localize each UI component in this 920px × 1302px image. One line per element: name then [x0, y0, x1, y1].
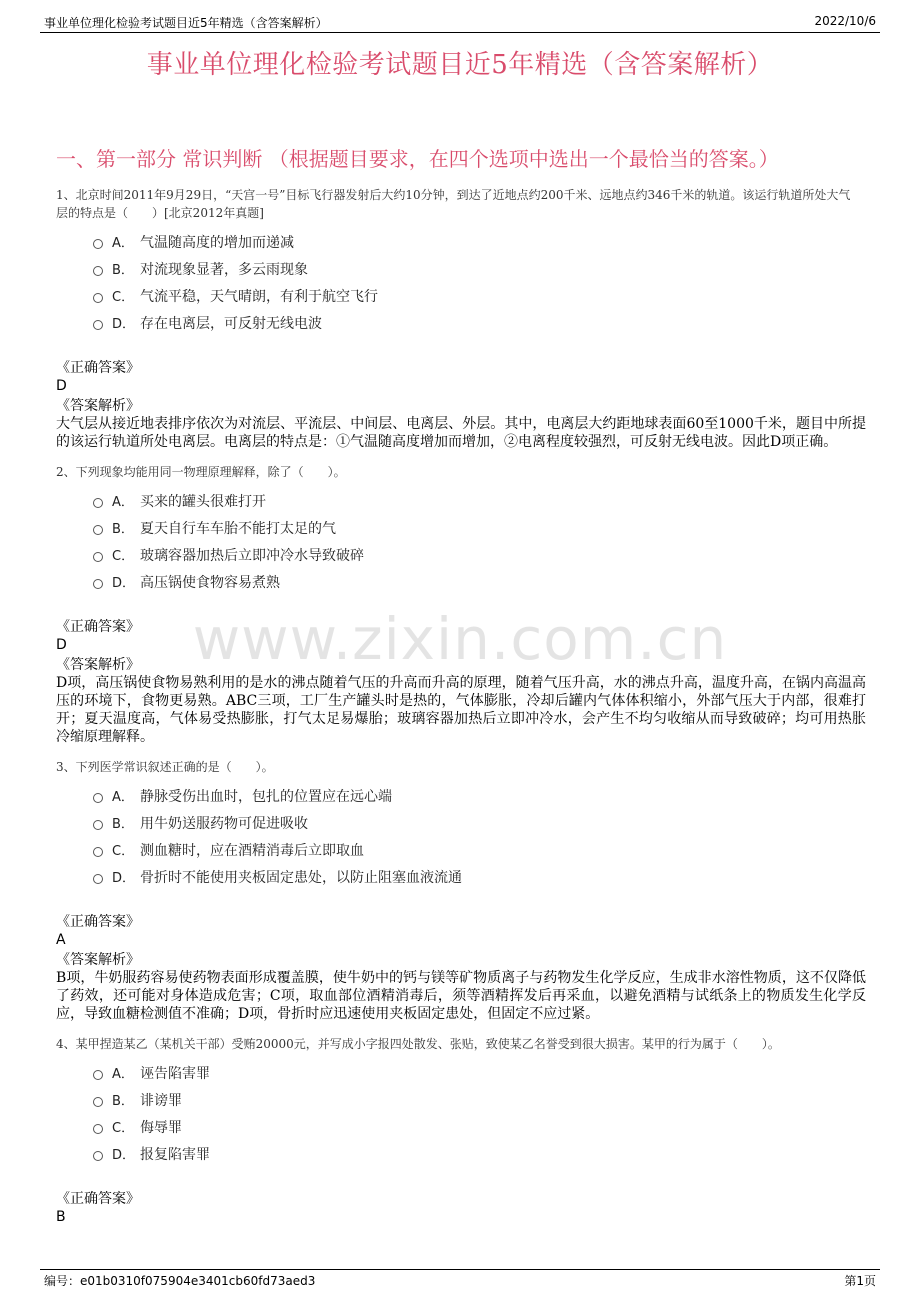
option-text: 对流现象显著，多云雨现象: [140, 261, 308, 278]
option-letter: B．: [112, 522, 134, 537]
option-letter: B．: [112, 1094, 134, 1109]
radio-icon[interactable]: [93, 1151, 103, 1161]
radio-icon[interactable]: [93, 552, 103, 562]
option-text: 静脉受伤出血时，包扎的位置应在远心端: [140, 788, 392, 805]
radio-icon[interactable]: [93, 820, 103, 830]
radio-icon[interactable]: [93, 320, 103, 330]
option-list: [93, 1059, 868, 1167]
radio-icon[interactable]: [93, 847, 103, 857]
radio-icon[interactable]: [93, 579, 103, 589]
option-text: 诽谤罪: [140, 1092, 182, 1109]
page-number: 第1页: [844, 1274, 876, 1288]
option-b[interactable]: [93, 514, 868, 541]
correct-answer-value: B: [56, 1209, 66, 1225]
page-header: [40, 12, 880, 33]
correct-answer-value: D: [56, 637, 67, 653]
correct-answer-value: A: [56, 932, 66, 948]
option-b[interactable]: [93, 1086, 868, 1113]
option-letter: D．: [112, 871, 136, 886]
option-letter: C．: [112, 1121, 135, 1136]
option-letter: A．: [112, 790, 134, 805]
option-letter: A．: [112, 236, 134, 251]
option-letter: D．: [112, 317, 136, 332]
question-stem: 1、北京时间2011年9月29日，“天宫一号”目标飞行器发射后大约10分钟，到达了近地点约200千米、远地点约346千米的轨道。该运行轨道所处大气层的特点是（ ）[北京2012年真题]: [56, 188, 851, 220]
option-text: 气温随高度的增加而递减: [140, 234, 294, 251]
radio-icon[interactable]: [93, 1124, 103, 1134]
radio-icon[interactable]: [93, 239, 103, 249]
radio-icon[interactable]: [93, 293, 103, 303]
option-letter: C．: [112, 549, 135, 564]
question-4: [56, 1035, 868, 1226]
option-c[interactable]: [93, 1113, 868, 1140]
option-list: [93, 228, 868, 336]
analysis-label: 《答案解析》: [56, 398, 140, 414]
analysis-label: 《答案解析》: [56, 657, 140, 673]
option-letter: A．: [112, 1067, 134, 1082]
question-list: [56, 186, 868, 1226]
option-letter: D．: [112, 576, 136, 591]
question-stem: 2、下列现象均能用同一物理原理解释，除了（ ）。: [56, 465, 346, 479]
radio-icon[interactable]: [93, 874, 103, 884]
radio-icon[interactable]: [93, 793, 103, 803]
option-letter: C．: [112, 290, 135, 305]
option-c[interactable]: [93, 836, 868, 863]
document-id: 编号：e01b0310f075904e3401cb60fd73aed3: [44, 1274, 316, 1288]
option-text: 诬告陷害罪: [140, 1065, 210, 1082]
option-d[interactable]: [93, 568, 868, 595]
option-text: 夏天自行车车胎不能打太足的气: [140, 520, 336, 537]
option-letter: B．: [112, 817, 134, 832]
option-c[interactable]: [93, 282, 868, 309]
option-text: 报复陷害罪: [140, 1146, 210, 1163]
option-d[interactable]: [93, 1140, 868, 1167]
option-text: 玻璃容器加热后立即冲冷水导致破碎: [140, 547, 364, 564]
option-c[interactable]: [93, 541, 868, 568]
option-text: 骨折时不能使用夹板固定患处，以防止阻塞血液流通: [140, 869, 462, 886]
correct-answer-value: D: [56, 378, 67, 394]
correct-answer-label: 《正确答案》: [56, 360, 140, 376]
option-letter: B．: [112, 263, 134, 278]
radio-icon[interactable]: [93, 525, 103, 535]
header-date: 2022/10/6: [814, 14, 876, 28]
analysis-text: D项，高压锅使食物易熟利用的是水的沸点随着气压的升高而升高的原理，随着气压升高，水的沸点升高，温度升高，在锅内高温高压的环境下，食物更易熟。ABC三项，工厂生产罐头时是热的，气体膨胀，冷却后罐内气体体积缩小，外部气压大于内部，很难打开；夏天温度高，气体易受热膨胀，打气太足易爆胎；玻璃容器加热后立即冲冷水，会产生不均匀收缩从而导致破碎；均可用热胀冷缩原理解释。: [56, 675, 866, 745]
question-2: [56, 463, 868, 746]
option-text: 用牛奶送服药物可促进吸收: [140, 815, 308, 832]
correct-answer-label: 《正确答案》: [56, 914, 140, 930]
analysis-text: 大气层从接近地表排序依次为对流层、平流层、中间层、电离层、外层。其中，电离层大约距地球表面60至1000千米，题目中所提的该运行轨道所处电离层。电离层的特点是：①气温随高度增加而增加，②电离程度较强烈，可反射无线电波。因此D项正确。: [56, 416, 866, 450]
radio-icon[interactable]: [93, 498, 103, 508]
radio-icon[interactable]: [93, 266, 103, 276]
correct-answer-label: 《正确答案》: [56, 619, 140, 635]
option-a[interactable]: [93, 487, 868, 514]
correct-answer-label: 《正确答案》: [56, 1191, 140, 1207]
analysis-label: 《答案解析》: [56, 952, 140, 968]
option-letter: C．: [112, 844, 135, 859]
option-d[interactable]: [93, 309, 868, 336]
option-list: [93, 487, 868, 595]
question-1: [56, 186, 868, 451]
question-3: [56, 758, 868, 1023]
radio-icon[interactable]: [93, 1070, 103, 1080]
section-title: 一、第一部分 常识判断 （根据题目要求，在四个选项中选出一个最恰当的答案。）: [56, 147, 779, 171]
option-text: 测血糖时，应在酒精消毒后立即取血: [140, 842, 364, 859]
option-text: 气流平稳，天气晴朗，有利于航空飞行: [140, 288, 378, 305]
option-b[interactable]: [93, 809, 868, 836]
option-a[interactable]: [93, 1059, 868, 1086]
option-letter: D．: [112, 1148, 136, 1163]
option-text: 买来的罐头很难打开: [140, 493, 266, 510]
question-stem: 4、某甲捏造某乙（某机关干部）受贿20000元，并写成小字报四处散发、张贴，致使某乙名誉受到很大损害。某甲的行为属于（ ）。: [56, 1037, 780, 1051]
watermark: www.zixin.com.cn: [192, 605, 728, 673]
option-a[interactable]: [93, 782, 868, 809]
option-b[interactable]: [93, 255, 868, 282]
option-text: 存在电离层，可反射无线电波: [140, 315, 322, 332]
option-d[interactable]: [93, 863, 868, 890]
option-text: 高压锅使食物容易煮熟: [140, 574, 280, 591]
document-title: 事业单位理化检验考试题目近5年精选（含答案解析）: [146, 50, 774, 80]
analysis-text: B项，牛奶服药容易使药物表面形成覆盖膜，使牛奶中的钙与镁等矿物质离子与药物发生化学反应，生成非水溶性物质，这不仅降低了药效，还可能对身体造成危害；C项，取血部位酒精消毒后，须等酒精挥发后再采血，以避免酒精与试纸条上的物质发生化学反应，导致血糖检测值不准确；D项，骨折时应迅速使用夹板固定患处，但固定不应过紧。: [56, 970, 866, 1022]
radio-icon[interactable]: [93, 1097, 103, 1107]
question-stem: 3、下列医学常识叙述正确的是（ ）。: [56, 760, 274, 774]
page-footer: [40, 1269, 880, 1288]
option-letter: A．: [112, 495, 134, 510]
option-list: [93, 782, 868, 890]
option-a[interactable]: [93, 228, 868, 255]
header-doc-title: 事业单位理化检验考试题目近5年精选（含答案解析）: [44, 16, 328, 30]
option-text: 侮辱罪: [140, 1119, 182, 1136]
